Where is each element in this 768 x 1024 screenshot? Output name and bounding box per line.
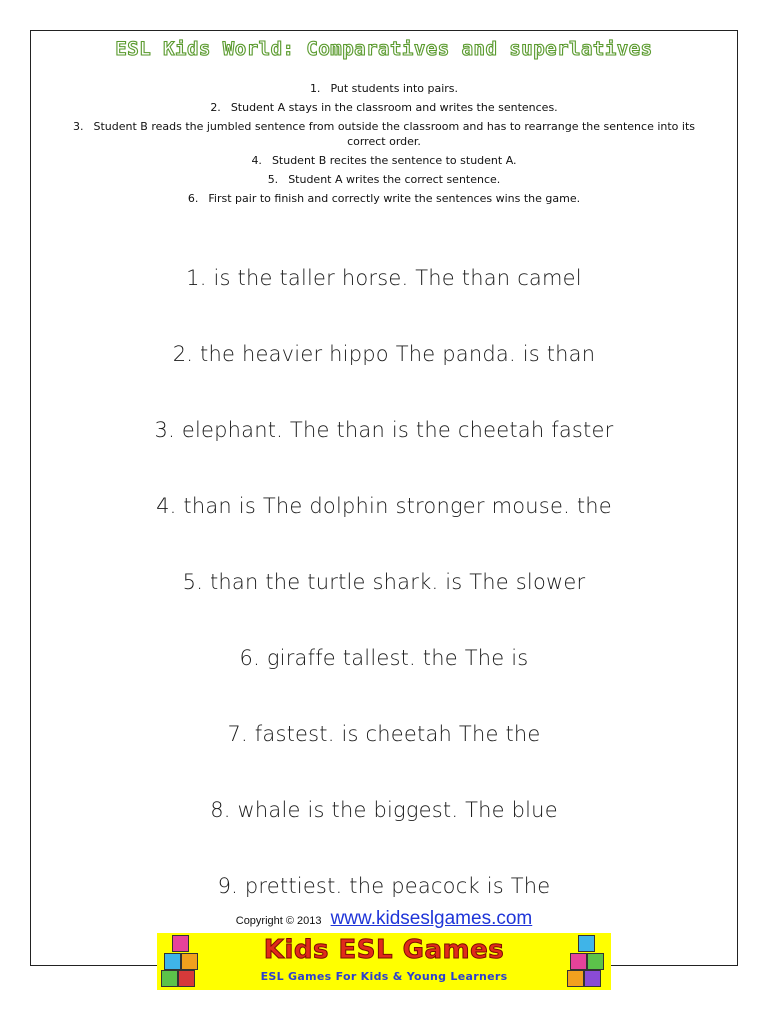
website-link[interactable]: www.kidseslgames.com xyxy=(330,908,533,929)
jumbled-sentence: 9. prettiest. the peacock is The xyxy=(217,874,551,898)
instruction-item: 6. First pair to finish and correctly write the sentences wins the game. xyxy=(187,192,581,205)
copyright-text: Copyright © 2013 xyxy=(235,915,322,927)
jumbled-sentence: 5. than the turtle shark. is The slower xyxy=(182,570,586,594)
jumbled-sentence: 1. is the taller horse. The than camel xyxy=(186,266,582,290)
instruction-item: 4. Student B recites the sentence to student A. xyxy=(251,154,517,167)
instruction-item: 5. Student A writes the correct sentence. xyxy=(267,173,501,186)
kids-esl-games-banner[interactable] xyxy=(157,933,611,990)
jumbled-sentence: 8. whale is the biggest. The blue xyxy=(210,798,558,822)
toy-blocks-icon xyxy=(567,935,607,988)
jumbled-sentence: 3. elephant. The than is the cheetah faster xyxy=(154,418,614,442)
jumbled-sentence: 4. than is The dolphin stronger mouse. the xyxy=(156,494,612,518)
page-title: ESL Kids World: Comparatives and superlatives xyxy=(115,38,653,60)
instructions-list xyxy=(30,79,738,208)
instruction-item: 1. Put students into pairs. xyxy=(309,82,459,95)
instruction-item: 2. Student A stays in the classroom and writes the sentences. xyxy=(210,101,558,114)
copyright-line xyxy=(30,908,738,930)
jumbled-sentence: 6. giraffe tallest. the The is xyxy=(239,646,529,670)
banner-title: Kids ESL Games xyxy=(263,935,505,965)
jumbled-sentence: 7. fastest. is cheetah The the xyxy=(227,722,541,746)
banner-subtitle: ESL Games For Kids & Young Learners xyxy=(260,970,508,983)
instruction-item: 3. Student B reads the jumbled sentence from outside the classroom and has to rearrange the sentence into its correct order. xyxy=(72,120,696,148)
jumbled-sentence: 2. the heavier hippo The panda. is than xyxy=(172,342,596,366)
